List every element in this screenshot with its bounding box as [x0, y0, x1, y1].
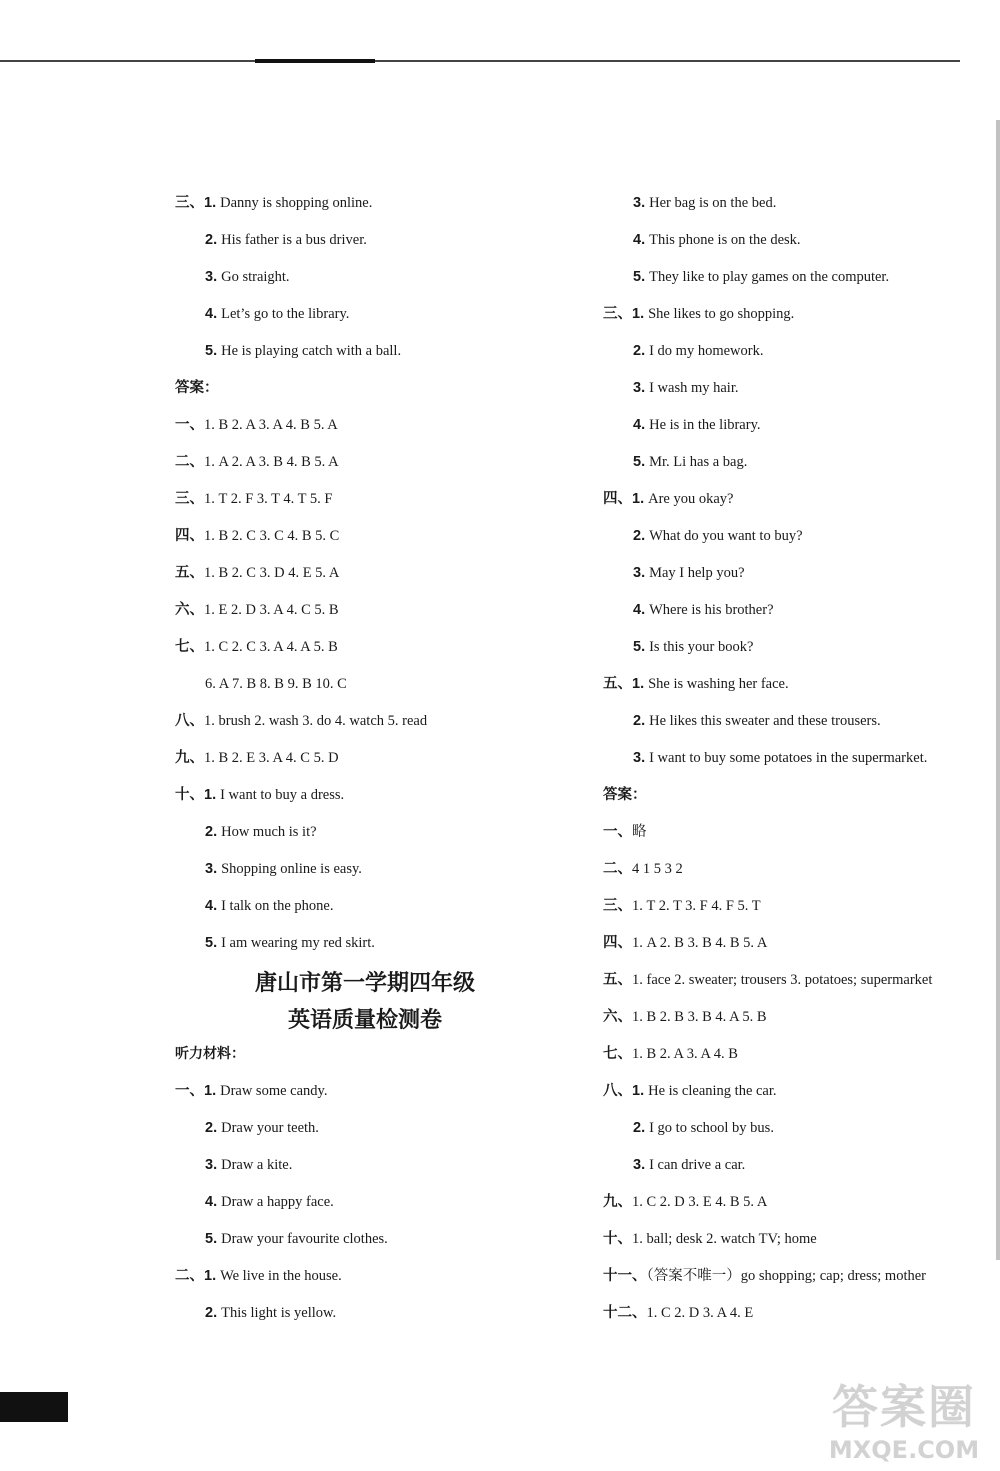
section-marker: 一、	[603, 824, 632, 840]
answer-line	[175, 373, 575, 410]
item-text: I am wearing my red skirt.	[221, 935, 375, 951]
answer-line	[603, 1002, 983, 1039]
left-answer-list	[175, 188, 575, 965]
item-number: 1.	[632, 306, 645, 322]
item-text: 1. B 2. E 3. A 4. C 5. D	[204, 750, 339, 766]
item-number: 1.	[204, 1083, 217, 1099]
listening-material-list	[175, 1076, 575, 1335]
section-marker: 一、	[175, 417, 204, 433]
answer-line	[175, 336, 575, 373]
answer-line	[603, 928, 983, 965]
item-number: 5.	[633, 454, 646, 470]
answer-line	[175, 410, 575, 447]
item-text: 1. A 2. A 3. B 4. B 5. A	[204, 454, 339, 470]
item-number: 5.	[205, 1231, 218, 1247]
item-number: 1.	[632, 676, 645, 692]
item-number: 1.	[204, 1268, 217, 1284]
item-number: 2.	[205, 824, 218, 840]
answer-line	[603, 336, 983, 373]
item-text: Mr. Li has a bag.	[649, 454, 748, 470]
answer-line	[603, 1076, 983, 1113]
answer-line	[175, 632, 575, 669]
section-marker: 七、	[603, 1046, 632, 1062]
right-answer-list	[603, 188, 983, 1335]
item-number: 1.	[204, 195, 217, 211]
answer-line	[603, 447, 983, 484]
item-number: 4.	[205, 1194, 218, 1210]
item-text: （答案不唯一）go shopping; cap; dress; mother	[646, 1268, 926, 1284]
answer-line	[175, 928, 575, 965]
item-text: 略	[632, 824, 647, 840]
item-text: This light is yellow.	[221, 1305, 337, 1321]
answer-line	[175, 484, 575, 521]
answer-line	[603, 632, 983, 669]
answer-line	[603, 484, 983, 521]
item-text: 1. ball; desk 2. watch TV; home	[632, 1231, 817, 1247]
answer-line	[175, 558, 575, 595]
answer-line	[175, 188, 575, 225]
item-text: 1. T 2. F 3. T 4. T 5. F	[204, 491, 333, 507]
answer-line	[603, 225, 983, 262]
item-number: 1.	[204, 787, 217, 803]
item-number: 3.	[205, 269, 218, 285]
answer-line	[603, 1298, 983, 1335]
page-number-block	[0, 1392, 68, 1422]
item-number: 2.	[205, 232, 218, 248]
item-text: He is playing catch with a ball.	[221, 343, 402, 359]
item-text: They like to play games on the computer.	[649, 269, 890, 285]
item-number: 3.	[205, 1157, 218, 1173]
item-number: 1.	[632, 1083, 645, 1099]
item-text: I go to school by bus.	[649, 1120, 774, 1136]
answer-line	[175, 817, 575, 854]
item-number: 4.	[205, 898, 218, 914]
item-number: 4.	[633, 602, 646, 618]
item-number: 2.	[205, 1120, 218, 1136]
answer-line	[603, 743, 983, 780]
item-number: 1.	[632, 491, 645, 507]
answer-line	[603, 410, 983, 447]
answer-line	[175, 299, 575, 336]
top-rule	[0, 60, 960, 62]
item-text: 1. B 2. C 3. C 4. B 5. C	[204, 528, 340, 544]
section-marker: 三、	[175, 195, 204, 211]
answer-line	[175, 1298, 575, 1335]
item-number: 2.	[205, 1305, 218, 1321]
item-number: 5.	[205, 935, 218, 951]
section-marker: 五、	[603, 676, 632, 692]
item-number: 4.	[205, 306, 218, 322]
listening-label: 听力材料：	[175, 1046, 245, 1062]
item-text: Her bag is on the bed.	[649, 195, 777, 211]
item-text: 1. C 2. D 3. E 4. B 5. A	[632, 1194, 768, 1210]
item-text: Are you okay?	[648, 491, 734, 507]
section-marker: 八、	[175, 713, 204, 729]
item-number: 2.	[633, 528, 646, 544]
answer-line	[175, 225, 575, 262]
answer-line	[175, 447, 575, 484]
item-text: Shopping online is easy.	[221, 861, 362, 877]
answer-line	[603, 595, 983, 632]
item-text: She likes to go shopping.	[648, 306, 795, 322]
answer-line	[603, 262, 983, 299]
item-number: 4.	[633, 417, 646, 433]
section-marker: 四、	[603, 935, 632, 951]
answer-line	[175, 1224, 575, 1261]
item-text: He is in the library.	[649, 417, 761, 433]
left-column	[175, 188, 575, 1335]
section-marker: 六、	[175, 602, 204, 618]
answer-line	[175, 669, 575, 706]
section-marker: 十、	[603, 1231, 632, 1247]
item-text: What do you want to buy?	[649, 528, 803, 544]
item-number: 3.	[633, 195, 646, 211]
item-text: I do my homework.	[649, 343, 764, 359]
item-text: 1. B 2. B 3. B 4. A 5. B	[632, 1009, 767, 1025]
section-marker: 答案：	[175, 380, 219, 396]
answer-line	[603, 1113, 983, 1150]
item-number: 3.	[633, 565, 646, 581]
item-number: 2.	[633, 1120, 646, 1136]
item-number: 4.	[633, 232, 646, 248]
answer-line	[603, 854, 983, 891]
item-text: 1. brush 2. wash 3. do 4. watch 5. read	[204, 713, 428, 729]
watermark-logo	[814, 1379, 994, 1471]
item-text: She is washing her face.	[648, 676, 789, 692]
section-marker: 三、	[603, 306, 632, 322]
answer-line	[603, 965, 983, 1002]
answer-line	[603, 1224, 983, 1261]
answer-line	[603, 1261, 983, 1298]
item-text: This phone is on the desk.	[649, 232, 801, 248]
item-number: 3.	[205, 861, 218, 877]
item-text: Is this your book?	[649, 639, 754, 655]
answer-line	[175, 891, 575, 928]
item-text: I want to buy some potatoes in the supermarket.	[649, 750, 928, 766]
answer-line	[603, 558, 983, 595]
watermark-text: 答案圈	[832, 1380, 976, 1434]
answer-line	[175, 706, 575, 743]
item-text: How much is it?	[221, 824, 317, 840]
section-marker: 六、	[603, 1009, 632, 1025]
section-marker: 二、	[175, 1268, 204, 1284]
answer-line	[175, 595, 575, 632]
item-text: 1. A 2. B 3. B 4. B 5. A	[632, 935, 768, 951]
item-text: Draw your teeth.	[221, 1120, 319, 1136]
answer-line	[603, 780, 983, 817]
item-text: Danny is shopping online.	[220, 195, 373, 211]
section-marker: 八、	[603, 1083, 632, 1099]
section-marker: 一、	[175, 1083, 204, 1099]
section-marker: 十二、	[603, 1305, 647, 1321]
right-column	[603, 188, 983, 1335]
answer-line	[175, 1187, 575, 1224]
item-text: Go straight.	[221, 269, 290, 285]
item-text: He is cleaning the car.	[648, 1083, 777, 1099]
section-marker: 十、	[175, 787, 204, 803]
answer-line	[603, 669, 983, 706]
answer-line	[603, 1039, 983, 1076]
item-text: Where is his brother?	[649, 602, 774, 618]
answer-line	[603, 891, 983, 928]
answer-line	[603, 817, 983, 854]
section-marker: 三、	[603, 898, 632, 914]
item-number: 2.	[633, 713, 646, 729]
item-text: I can drive a car.	[649, 1157, 746, 1173]
answer-line	[175, 1150, 575, 1187]
watermark-url: MXQE.COM	[828, 1436, 980, 1464]
item-number: 5.	[633, 639, 646, 655]
answer-line	[175, 262, 575, 299]
item-text: His father is a bus driver.	[221, 232, 367, 248]
item-text: 4 1 5 3 2	[632, 861, 683, 877]
exam-title-line-2: 英语质量检测卷	[287, 1008, 442, 1033]
section-marker: 十一、	[603, 1268, 647, 1284]
item-text: 1. T 2. T 3. F 4. F 5. T	[632, 898, 761, 914]
answer-line	[603, 1150, 983, 1187]
item-number: 3.	[633, 750, 646, 766]
item-text: He likes this sweater and these trousers.	[649, 713, 881, 729]
top-rule-accent	[255, 59, 375, 63]
answer-line	[175, 854, 575, 891]
item-number: 5.	[633, 269, 646, 285]
item-text: Draw your favourite clothes.	[221, 1231, 388, 1247]
section-marker: 五、	[175, 565, 204, 581]
item-text: 6. A 7. B 8. B 9. B 10. C	[205, 676, 347, 692]
section-marker: 二、	[603, 861, 632, 877]
answer-line	[175, 1113, 575, 1150]
answer-line	[603, 188, 983, 225]
item-text: Draw a happy face.	[221, 1194, 334, 1210]
item-text: I wash my hair.	[649, 380, 739, 396]
answer-line	[175, 521, 575, 558]
answer-line	[603, 1187, 983, 1224]
item-text: 1. B 2. A 3. A 4. B	[632, 1046, 738, 1062]
answer-line	[175, 743, 575, 780]
item-number: 2.	[633, 343, 646, 359]
answer-line	[175, 1076, 575, 1113]
item-number: 5.	[205, 343, 218, 359]
item-text: Draw some candy.	[220, 1083, 328, 1099]
item-number: 3.	[633, 380, 646, 396]
item-text: I want to buy a dress.	[220, 787, 345, 803]
section-marker: 五、	[603, 972, 632, 988]
item-text: 1. B 2. A 3. A 4. B 5. A	[204, 417, 338, 433]
section-marker: 九、	[175, 750, 204, 766]
answer-line	[603, 373, 983, 410]
answer-line	[175, 1261, 575, 1298]
section-marker: 四、	[603, 491, 632, 507]
section-marker: 二、	[175, 454, 204, 470]
answer-line	[175, 780, 575, 817]
section-marker: 答案：	[603, 787, 647, 803]
item-text: 1. C 2. C 3. A 4. A 5. B	[204, 639, 338, 655]
answer-line	[603, 706, 983, 743]
exam-title-line-1: 唐山市第一学期四年级	[254, 971, 475, 996]
section-marker: 七、	[175, 639, 204, 655]
item-text: 1. E 2. D 3. A 4. C 5. B	[204, 602, 339, 618]
item-text: I talk on the phone.	[221, 898, 334, 914]
item-text: 1. face 2. sweater; trousers 3. potatoes; supermarket	[632, 972, 933, 988]
section-marker: 四、	[175, 528, 204, 544]
item-text: 1. B 2. C 3. D 4. E 5. A	[204, 565, 340, 581]
answer-line	[603, 299, 983, 336]
item-text: Draw a kite.	[221, 1157, 293, 1173]
item-text: May I help you?	[649, 565, 745, 581]
item-text: 1. C 2. D 3. A 4. E	[646, 1305, 754, 1321]
page-edge-shadow	[996, 120, 1000, 1260]
answer-line	[603, 521, 983, 558]
section-marker: 九、	[603, 1194, 632, 1210]
item-text: We live in the house.	[220, 1268, 342, 1284]
item-text: Let’s go to the library.	[221, 306, 350, 322]
section-marker: 三、	[175, 491, 204, 507]
item-number: 3.	[633, 1157, 646, 1173]
